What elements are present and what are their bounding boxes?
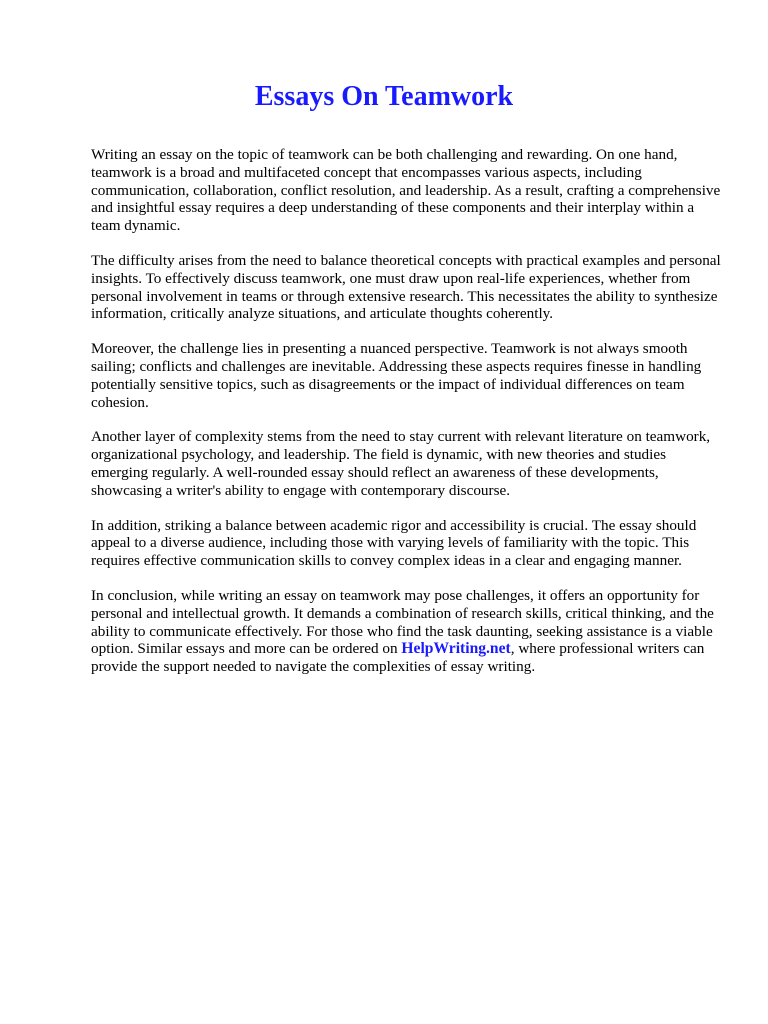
document-body <box>91 146 723 693</box>
paragraph-5: In addition, striking a balance between academic rigor and accessibility is crucial. The essay should appeal to a diverse audience, including those with varying levels of familiarity with the topic. This requires effective communication skills to convey complex ideas in a clear and engaging manner. <box>91 516 697 570</box>
document-title: Essays On Teamwork <box>254 81 514 112</box>
conclusion-text-before-link: In conclusion, while writing an essay on teamwork may pose challenges, it offers an opportunity for personal and intellectual growth. It demands a combination of research skills, critical thinking, and the ability to communicate effectively. For those who find the task daunting, seeking assistance is a viable option. Similar essays and more can be ordered on <box>91 586 714 658</box>
paragraph-1: Writing an essay on the topic of teamwork can be both challenging and rewarding. On one hand, teamwork is a broad and multifaceted concept that encompasses various aspects, including communication, collaboration, conflict resolution, and leadership. As a result, crafting a comprehensive and insightful essay requires a deep understanding of these components and their interplay within a team dynamic. <box>91 146 721 235</box>
paragraph-2: The difficulty arises from the need to balance theoretical concepts with practical examples and personal insights. To effectively discuss teamwork, one must draw upon real-life experiences, whether from personal involvement in teams or through extensive research. This necessitates the ability to synthesize information, critically analyze situations, and articulate thoughts coherently. <box>91 251 721 323</box>
paragraph-4: Another layer of complexity stems from the need to stay current with relevant literature on teamwork, organizational psychology, and leadership. The field is dynamic, with new theories and studies emerging regularly. A well-rounded essay should reflect an awareness of these developments, showcasing a writer's ability to engage with contemporary discourse. <box>91 428 711 499</box>
paragraph-conclusion <box>91 587 723 676</box>
paragraph-3: Moreover, the challenge lies in presenting a nuanced perspective. Teamwork is not always smooth sailing; conflicts and challenges are inevitable. Addressing these aspects requires finesse in handling potentially sensitive topics, such as disagreements or the impact of individual differences on team cohesion. <box>91 340 702 411</box>
helpwriting-link[interactable]: HelpWriting.net <box>401 640 511 658</box>
conclusion-text-after-link: , where professional writers can provide the support needed to navigate the complexities of essay writing. <box>91 640 705 676</box>
